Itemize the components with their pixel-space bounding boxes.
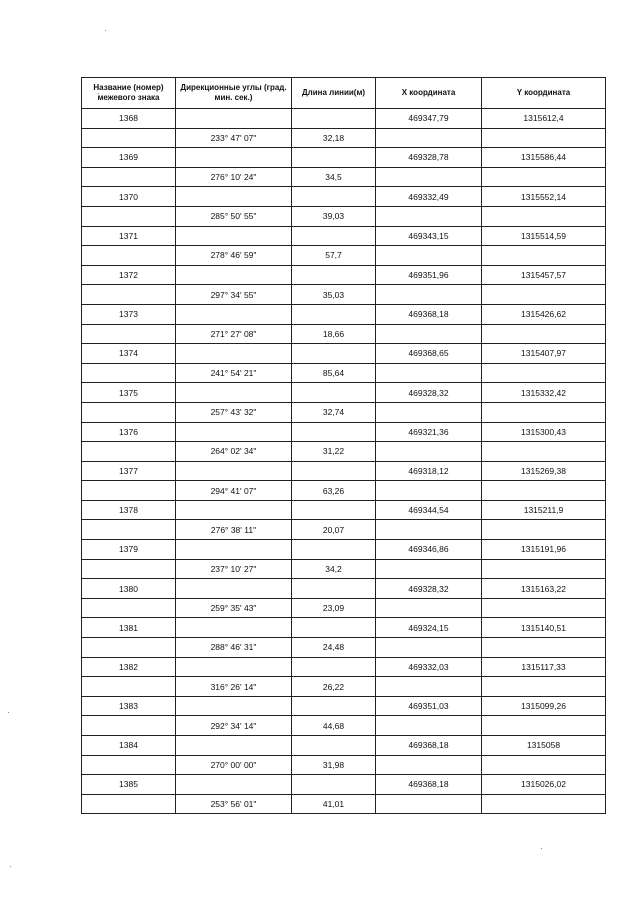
empty-cell — [292, 736, 376, 756]
line-length-cell: 41,01 — [292, 794, 376, 814]
empty-cell — [176, 344, 292, 364]
empty-cell — [292, 696, 376, 716]
point-name-cell: 1384 — [82, 736, 176, 756]
empty-cell — [292, 226, 376, 246]
point-row — [82, 383, 606, 403]
point-name-cell: 1379 — [82, 540, 176, 560]
point-name-cell: 1376 — [82, 422, 176, 442]
empty-cell — [82, 598, 176, 618]
segment-row — [82, 206, 606, 226]
direction-angle-cell: 297° 34' 55" — [176, 285, 292, 305]
direction-angle-cell: 259° 35' 43" — [176, 598, 292, 618]
y-coordinate-cell: 1315332,42 — [482, 383, 606, 403]
x-coordinate-cell: 469328,32 — [376, 579, 482, 599]
line-length-cell: 18,66 — [292, 324, 376, 344]
scan-speck — [541, 848, 542, 849]
x-coordinate-cell: 469321,36 — [376, 422, 482, 442]
empty-cell — [292, 775, 376, 795]
empty-cell — [376, 167, 482, 187]
point-row — [82, 109, 606, 129]
empty-cell — [82, 677, 176, 697]
segment-row — [82, 128, 606, 148]
empty-cell — [482, 755, 606, 775]
empty-cell — [176, 618, 292, 638]
segment-row — [82, 794, 606, 814]
point-name-cell: 1382 — [82, 657, 176, 677]
x-coordinate-cell: 469347,79 — [376, 109, 482, 129]
empty-cell — [292, 500, 376, 520]
segment-row — [82, 481, 606, 501]
segment-row — [82, 520, 606, 540]
empty-cell — [482, 324, 606, 344]
point-row — [82, 304, 606, 324]
empty-cell — [482, 128, 606, 148]
empty-cell — [82, 206, 176, 226]
direction-angle-cell: 270° 00' 00" — [176, 755, 292, 775]
empty-cell — [176, 226, 292, 246]
empty-cell — [82, 167, 176, 187]
empty-cell — [292, 540, 376, 560]
direction-angle-cell: 294° 41' 07" — [176, 481, 292, 501]
empty-cell — [82, 716, 176, 736]
y-coordinate-cell: 1315211,9 — [482, 500, 606, 520]
segment-row — [82, 638, 606, 658]
point-name-cell: 1381 — [82, 618, 176, 638]
point-name-cell: 1369 — [82, 148, 176, 168]
line-length-cell: 63,26 — [292, 481, 376, 501]
point-row — [82, 775, 606, 795]
empty-cell — [376, 755, 482, 775]
direction-angle-cell: 257° 43' 32" — [176, 402, 292, 422]
empty-cell — [482, 167, 606, 187]
point-name-cell: 1371 — [82, 226, 176, 246]
empty-cell — [176, 461, 292, 481]
y-coordinate-cell: 1315552,14 — [482, 187, 606, 207]
x-coordinate-cell: 469346,86 — [376, 540, 482, 560]
point-row — [82, 461, 606, 481]
empty-cell — [292, 304, 376, 324]
line-length-cell: 20,07 — [292, 520, 376, 540]
empty-cell — [482, 442, 606, 462]
header-x-coordinate: X координата — [376, 78, 482, 109]
empty-cell — [82, 559, 176, 579]
x-coordinate-cell: 469351,96 — [376, 265, 482, 285]
empty-cell — [292, 344, 376, 364]
empty-cell — [176, 579, 292, 599]
empty-cell — [176, 109, 292, 129]
line-length-cell: 34,5 — [292, 167, 376, 187]
empty-cell — [376, 794, 482, 814]
direction-angle-cell: 288° 46' 31" — [176, 638, 292, 658]
point-name-cell: 1383 — [82, 696, 176, 716]
empty-cell — [176, 540, 292, 560]
empty-cell — [482, 559, 606, 579]
segment-row — [82, 167, 606, 187]
segment-row — [82, 442, 606, 462]
direction-angle-cell: 278° 46' 59" — [176, 246, 292, 266]
empty-cell — [82, 520, 176, 540]
segment-row — [82, 559, 606, 579]
y-coordinate-cell: 1315099,26 — [482, 696, 606, 716]
empty-cell — [176, 265, 292, 285]
empty-cell — [376, 246, 482, 266]
y-coordinate-cell: 1315300,43 — [482, 422, 606, 442]
empty-cell — [82, 324, 176, 344]
scan-speck — [8, 712, 9, 713]
direction-angle-cell: 241° 54' 21" — [176, 363, 292, 383]
empty-cell — [82, 442, 176, 462]
empty-cell — [82, 794, 176, 814]
empty-cell — [82, 638, 176, 658]
point-row — [82, 540, 606, 560]
empty-cell — [482, 402, 606, 422]
point-row — [82, 736, 606, 756]
x-coordinate-cell: 469324,15 — [376, 618, 482, 638]
x-coordinate-cell: 469332,49 — [376, 187, 482, 207]
empty-cell — [376, 402, 482, 422]
empty-cell — [482, 246, 606, 266]
line-length-cell: 32,74 — [292, 402, 376, 422]
y-coordinate-cell: 1315586,44 — [482, 148, 606, 168]
x-coordinate-cell: 469332,03 — [376, 657, 482, 677]
empty-cell — [82, 402, 176, 422]
header-line-length: Длина линии(м) — [292, 78, 376, 109]
segment-row — [82, 402, 606, 422]
empty-cell — [82, 128, 176, 148]
point-name-cell: 1377 — [82, 461, 176, 481]
boundary-coordinates-table — [81, 77, 606, 814]
direction-angle-cell: 233° 47' 07" — [176, 128, 292, 148]
x-coordinate-cell: 469343,15 — [376, 226, 482, 246]
direction-angle-cell: 271° 27' 08" — [176, 324, 292, 344]
x-coordinate-cell: 469368,18 — [376, 736, 482, 756]
empty-cell — [82, 481, 176, 501]
point-row — [82, 344, 606, 364]
direction-angle-cell: 264° 02' 34" — [176, 442, 292, 462]
y-coordinate-cell: 1315117,33 — [482, 657, 606, 677]
direction-angle-cell: 276° 10' 24" — [176, 167, 292, 187]
segment-row — [82, 677, 606, 697]
empty-cell — [176, 500, 292, 520]
x-coordinate-cell: 469351,03 — [376, 696, 482, 716]
point-row — [82, 657, 606, 677]
scan-speck — [105, 30, 106, 31]
empty-cell — [292, 618, 376, 638]
empty-cell — [176, 736, 292, 756]
empty-cell — [292, 383, 376, 403]
direction-angle-cell: 292° 34' 14" — [176, 716, 292, 736]
line-length-cell: 35,03 — [292, 285, 376, 305]
empty-cell — [376, 363, 482, 383]
empty-cell — [292, 657, 376, 677]
y-coordinate-cell: 1315426,62 — [482, 304, 606, 324]
header-y-coordinate: Y координата — [482, 78, 606, 109]
empty-cell — [292, 265, 376, 285]
empty-cell — [82, 246, 176, 266]
empty-cell — [482, 363, 606, 383]
point-row — [82, 265, 606, 285]
empty-cell — [376, 520, 482, 540]
empty-cell — [376, 442, 482, 462]
empty-cell — [376, 128, 482, 148]
empty-cell — [482, 285, 606, 305]
empty-cell — [82, 363, 176, 383]
empty-cell — [176, 657, 292, 677]
segment-row — [82, 285, 606, 305]
scan-speck — [10, 866, 11, 867]
empty-cell — [482, 638, 606, 658]
empty-cell — [482, 598, 606, 618]
point-name-cell: 1385 — [82, 775, 176, 795]
point-row — [82, 618, 606, 638]
empty-cell — [376, 716, 482, 736]
y-coordinate-cell: 1315140,51 — [482, 618, 606, 638]
empty-cell — [376, 285, 482, 305]
empty-cell — [82, 755, 176, 775]
empty-cell — [482, 481, 606, 501]
point-row — [82, 696, 606, 716]
line-length-cell: 57,7 — [292, 246, 376, 266]
segment-row — [82, 246, 606, 266]
line-length-cell: 44,68 — [292, 716, 376, 736]
line-length-cell: 32,18 — [292, 128, 376, 148]
empty-cell — [376, 206, 482, 226]
direction-angle-cell: 237° 10' 27" — [176, 559, 292, 579]
table-header-row — [82, 78, 606, 109]
point-name-cell: 1368 — [82, 109, 176, 129]
x-coordinate-cell: 469328,32 — [376, 383, 482, 403]
line-length-cell: 39,03 — [292, 206, 376, 226]
empty-cell — [482, 716, 606, 736]
empty-cell — [176, 148, 292, 168]
line-length-cell: 34,2 — [292, 559, 376, 579]
x-coordinate-cell: 469344,54 — [376, 500, 482, 520]
empty-cell — [292, 187, 376, 207]
header-direction-angle: Дирекционные углы (град. мин. сек.) — [176, 78, 292, 109]
empty-cell — [482, 520, 606, 540]
segment-row — [82, 324, 606, 344]
x-coordinate-cell: 469368,65 — [376, 344, 482, 364]
empty-cell — [292, 148, 376, 168]
y-coordinate-cell: 1315058 — [482, 736, 606, 756]
empty-cell — [292, 422, 376, 442]
header-point-name: Название (номер) межевого знака — [82, 78, 176, 109]
direction-angle-cell: 276° 38' 11" — [176, 520, 292, 540]
point-name-cell: 1370 — [82, 187, 176, 207]
point-name-cell: 1374 — [82, 344, 176, 364]
segment-row — [82, 598, 606, 618]
segment-row — [82, 363, 606, 383]
direction-angle-cell: 285° 50' 55" — [176, 206, 292, 226]
point-row — [82, 148, 606, 168]
line-length-cell: 31,22 — [292, 442, 376, 462]
y-coordinate-cell: 1315514,59 — [482, 226, 606, 246]
point-row — [82, 226, 606, 246]
point-row — [82, 187, 606, 207]
empty-cell — [482, 794, 606, 814]
empty-cell — [176, 422, 292, 442]
direction-angle-cell: 316° 26' 14" — [176, 677, 292, 697]
empty-cell — [292, 579, 376, 599]
point-row — [82, 422, 606, 442]
empty-cell — [176, 696, 292, 716]
point-row — [82, 579, 606, 599]
empty-cell — [376, 677, 482, 697]
direction-angle-cell: 253° 56' 01" — [176, 794, 292, 814]
line-length-cell: 85,64 — [292, 363, 376, 383]
line-length-cell: 24,48 — [292, 638, 376, 658]
y-coordinate-cell: 1315191,96 — [482, 540, 606, 560]
y-coordinate-cell: 1315163,22 — [482, 579, 606, 599]
empty-cell — [292, 109, 376, 129]
segment-row — [82, 755, 606, 775]
x-coordinate-cell: 469318,12 — [376, 461, 482, 481]
x-coordinate-cell: 469328,78 — [376, 148, 482, 168]
point-name-cell: 1378 — [82, 500, 176, 520]
x-coordinate-cell: 469368,18 — [376, 304, 482, 324]
point-row — [82, 500, 606, 520]
y-coordinate-cell: 1315026,02 — [482, 775, 606, 795]
y-coordinate-cell: 1315407,97 — [482, 344, 606, 364]
empty-cell — [292, 461, 376, 481]
line-length-cell: 26,22 — [292, 677, 376, 697]
empty-cell — [176, 383, 292, 403]
empty-cell — [376, 598, 482, 618]
y-coordinate-cell: 1315457,57 — [482, 265, 606, 285]
point-name-cell: 1375 — [82, 383, 176, 403]
empty-cell — [376, 481, 482, 501]
y-coordinate-cell: 1315269,38 — [482, 461, 606, 481]
empty-cell — [376, 638, 482, 658]
empty-cell — [376, 559, 482, 579]
line-length-cell: 23,09 — [292, 598, 376, 618]
point-name-cell: 1380 — [82, 579, 176, 599]
x-coordinate-cell: 469368,18 — [376, 775, 482, 795]
y-coordinate-cell: 1315612,4 — [482, 109, 606, 129]
empty-cell — [482, 677, 606, 697]
point-name-cell: 1373 — [82, 304, 176, 324]
empty-cell — [176, 304, 292, 324]
line-length-cell: 31,98 — [292, 755, 376, 775]
empty-cell — [376, 324, 482, 344]
empty-cell — [176, 775, 292, 795]
segment-row — [82, 716, 606, 736]
empty-cell — [482, 206, 606, 226]
point-name-cell: 1372 — [82, 265, 176, 285]
empty-cell — [176, 187, 292, 207]
empty-cell — [82, 285, 176, 305]
